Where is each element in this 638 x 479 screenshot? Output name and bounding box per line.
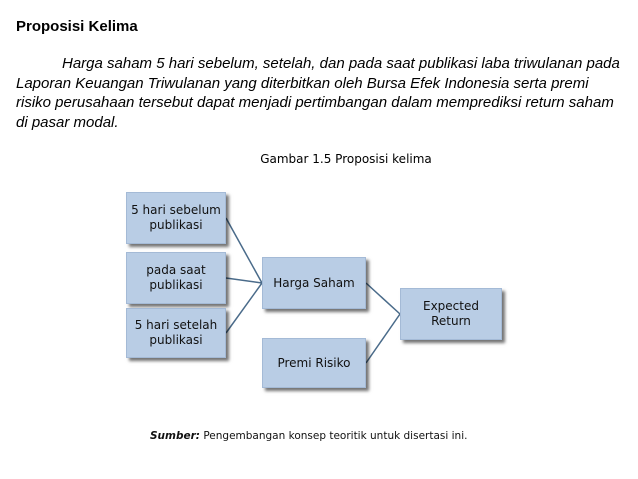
source-text: Pengembangan konsep teoritik untuk disertasi ini. — [200, 430, 468, 442]
figure-caption: Gambar 1.5 Proposisi kelima — [260, 152, 432, 166]
connector-harga-to-expected — [366, 283, 400, 314]
section-heading: Proposisi Kelima — [16, 18, 138, 35]
figure-source — [150, 430, 467, 442]
node-pada-saat: pada saat publikasi — [126, 252, 226, 304]
node-harga-saham: Harga Saham — [262, 257, 366, 309]
connector-during-to-harga — [226, 278, 262, 283]
node-premi-risiko: Premi Risiko — [262, 338, 366, 388]
connector-after-to-harga — [226, 283, 262, 333]
node-5-hari-setelah: 5 hari setelah publikasi — [126, 308, 226, 358]
node-expected-return: Expected Return — [400, 288, 502, 340]
connector-before-to-harga — [226, 218, 262, 283]
node-5-hari-sebelum: 5 hari sebelum publikasi — [126, 192, 226, 244]
connector-premi-to-expected — [366, 314, 400, 363]
proposition-paragraph: Harga saham 5 hari sebelum, setelah, dan pada saat publikasi laba triwulanan pada Laporan Keuangan Triwulanan yang diterbitkan oleh Bursa Efek Indonesia serta premi risiko perusahaan tersebut dapat menjadi pertimbangan dalam memprediksi return saham di pasar modal. — [16, 55, 620, 131]
source-label: Sumber: — [150, 430, 200, 442]
